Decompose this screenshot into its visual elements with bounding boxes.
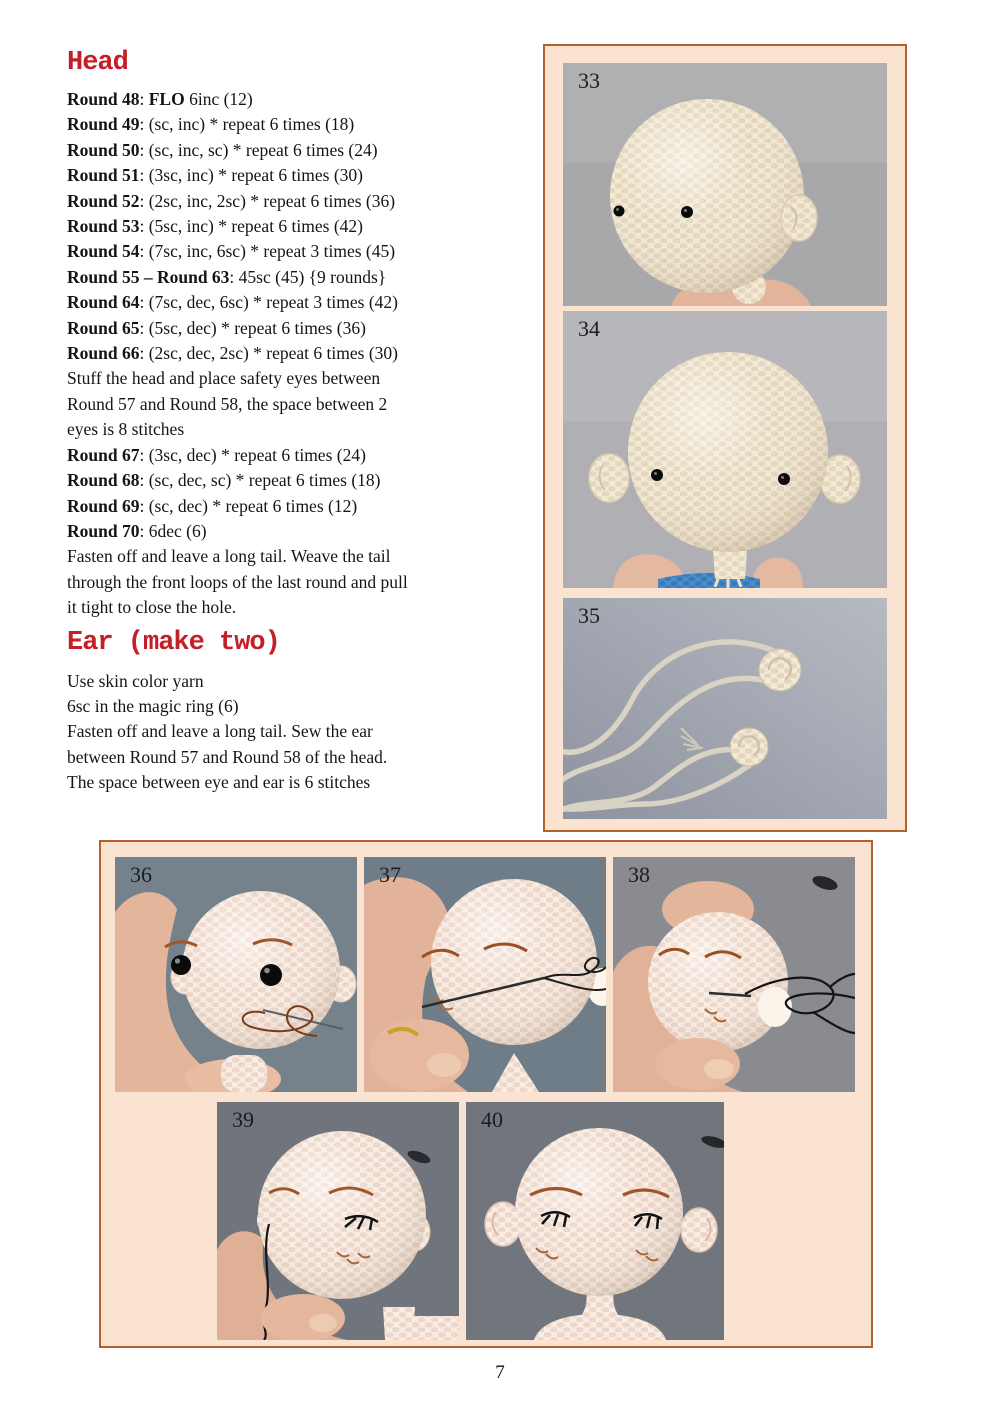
figure-number: 33 — [578, 68, 600, 93]
pattern-line: 6sc in the magic ring (6) — [67, 695, 239, 716]
figure-number: 34 — [578, 316, 600, 341]
photo-33-head-side-view — [563, 63, 887, 306]
pattern-line: Round 52: (2sc, inc, 2sc) * repeat 6 times (36) — [67, 190, 396, 211]
pattern-line: Fasten off and leave a long tail. Weave the tail — [67, 546, 391, 567]
ear-right — [681, 1208, 717, 1252]
photo-row-top — [115, 857, 857, 1092]
figure-number: 40 — [481, 1107, 503, 1132]
pattern-line: Round 69: (sc, dec) * repeat 6 times (12) — [67, 495, 358, 516]
ear-piece-bottom — [730, 728, 768, 766]
pattern-line: Round 50: (sc, inc, sc) * repeat 6 times (24) — [67, 139, 378, 160]
photo-background — [563, 598, 887, 819]
figure-number: 35 — [578, 603, 600, 628]
photo-row-bottom — [217, 1102, 857, 1340]
ear — [781, 195, 817, 241]
thumbnail — [704, 1059, 734, 1079]
pattern-line: Round 51: (3sc, inc) * repeat 6 times (30) — [67, 165, 364, 186]
pattern-line: Round 49: (sc, inc) * repeat 6 times (18) — [67, 114, 355, 135]
neck — [383, 1307, 415, 1340]
pattern-line: between Round 57 and Round 58 of the head. — [67, 746, 388, 767]
ear-instructions — [67, 669, 545, 796]
pattern-line: Use skin color yarn — [67, 670, 204, 691]
section-title-head: Head — [67, 48, 128, 78]
pattern-line: Fasten off and leave a long tail. Sew the ear — [67, 721, 373, 742]
photo-panel-head-steps — [543, 44, 907, 832]
pattern-line: Round 68: (sc, dec, sc) * repeat 6 times (18) — [67, 470, 381, 491]
section-title-ear: Ear (make two) — [67, 627, 280, 658]
figure-number: 37 — [379, 862, 401, 887]
photo-34-head-front-view — [563, 311, 887, 588]
photo-35-crochet-ears-with-tails — [563, 598, 887, 819]
pattern-line: it tight to close the hole. — [67, 597, 237, 618]
pattern-line: Round 53: (5sc, inc) * repeat 6 times (42) — [67, 216, 364, 237]
head-instructions — [67, 87, 545, 621]
pattern-line: Round 70: 6dec (6) — [67, 520, 207, 541]
photo-36-embroidering-mouth — [115, 857, 357, 1092]
ear-left — [589, 454, 629, 502]
pattern-line: Round 66: (2sc, dec, 2sc) * repeat 6 times (30) — [67, 343, 398, 364]
pattern-line: Round 54: (7sc, inc, 6sc) * repeat 3 times (45) — [67, 241, 396, 262]
neck-stub — [713, 551, 747, 579]
thumbnail — [309, 1314, 337, 1332]
body — [221, 1055, 267, 1092]
pattern-line: Round 65: (5sc, dec) * repeat 6 times (36) — [67, 317, 366, 338]
instruction-column — [67, 48, 545, 796]
photo-37-stitching-closed-eyes — [364, 857, 606, 1092]
pattern-line: Round 64: (7sc, dec, 6sc) * repeat 3 times (42) — [67, 292, 398, 313]
thumb — [369, 1019, 469, 1091]
pattern-line: Round 55 – Round 63: 45sc (45) {9 rounds} — [67, 266, 387, 287]
pattern-line: The space between eye and ear is 6 stitches — [67, 772, 371, 793]
pattern-line: Round 48: FLO 6inc (12) — [67, 89, 253, 109]
ear-piece-top — [759, 649, 801, 691]
photo-38-pulling-thread — [613, 857, 855, 1092]
pattern-line: Round 67: (3sc, dec) * repeat 6 times (24) — [67, 444, 366, 465]
photo-40-finished-face — [466, 1102, 724, 1340]
thumbnail — [427, 1053, 461, 1077]
figure-number: 38 — [628, 862, 650, 887]
photo-panel-face-steps — [99, 840, 873, 1348]
figure-number: 36 — [130, 862, 152, 887]
pattern-line: Stuff the head and place safety eyes between — [67, 368, 381, 389]
page-number: 7 — [495, 1362, 505, 1383]
figure-number: 39 — [232, 1107, 254, 1132]
pattern-line: Round 57 and Round 58, the space between 2 — [67, 393, 388, 414]
pattern-line: eyes is 8 stitches — [67, 419, 185, 440]
photo-39-eyelashes-stitched — [217, 1102, 459, 1340]
pattern-line: through the front loops of the last round and pull — [67, 571, 408, 592]
